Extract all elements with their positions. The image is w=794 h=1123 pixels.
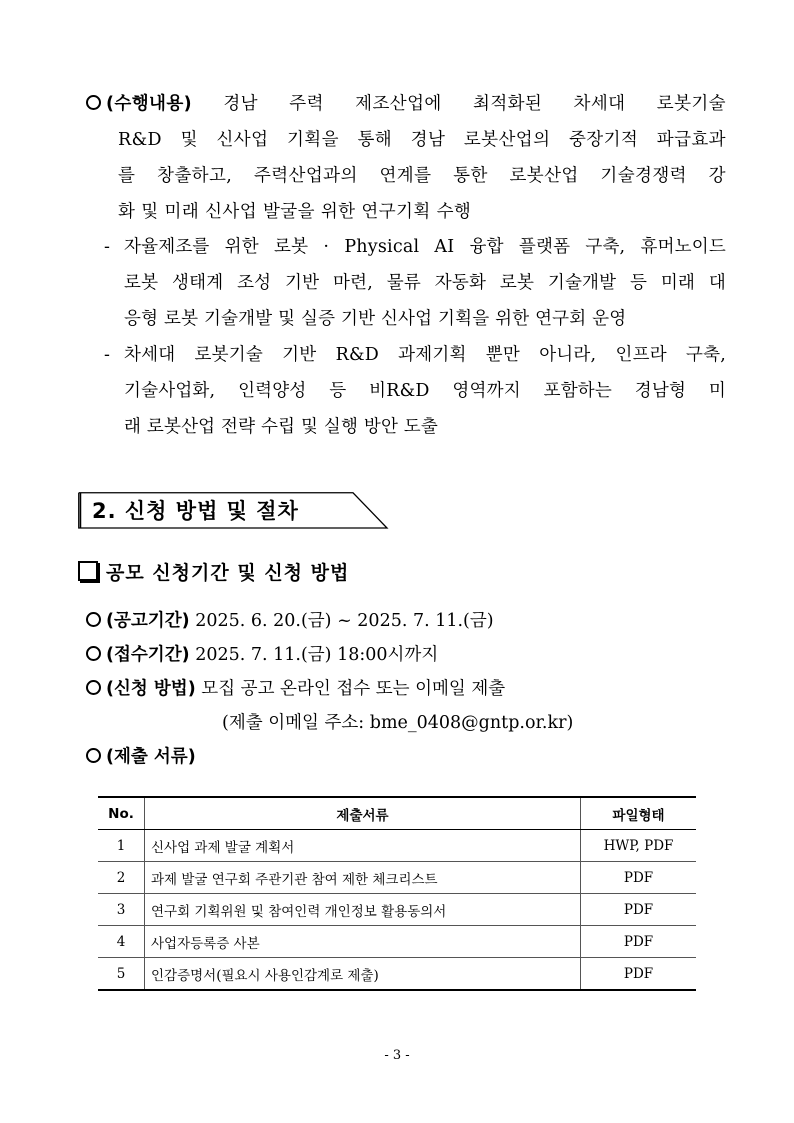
cell-file-type: PDF	[581, 958, 697, 991]
info-line-documents	[86, 740, 726, 774]
header-no: No.	[98, 797, 145, 830]
cell-no: 1	[98, 830, 145, 862]
para-line: 경남 주력 제조산업에 최적화된 차세대 로봇기술	[223, 94, 726, 114]
dash-line: 자율제조를 위한 로봇 · Physical AI 융합 플랫폼 구축, 휴머노이드	[124, 237, 726, 257]
dash-line: 기술사업화, 인력양성 등 비R&D 영역까지 포함하는 경남형 미	[124, 381, 726, 401]
circle-bullet-icon	[86, 748, 101, 763]
circle-bullet-icon	[86, 680, 101, 695]
email-note: (제출 이메일 주소: bme_0408@gntp.or.kr)	[222, 713, 574, 733]
cell-file-type: PDF	[581, 894, 697, 926]
para-line: 를 창출하고, 주력산업과의 연계를 통한 로봇산업 기술경쟁력 강	[118, 166, 726, 186]
para-line: 화 및 미래 신사업 발굴을 위한 연구기획 수행	[118, 202, 472, 222]
dash-line: 차세대 로봇기술 기반 R&D 과제기획 뿐만 아니라, 인프라 구축,	[124, 345, 726, 365]
dash-item	[104, 337, 726, 445]
dash-marker: -	[104, 237, 111, 257]
para-line: R&D 및 신사업 기획을 통해 경남 로봇산업의 중장기적 파급효과	[118, 130, 726, 150]
cell-file-type: HWP, PDF	[581, 830, 697, 862]
info-value: 2025. 6. 20.(금) ~ 2025. 7. 11.(금)	[195, 611, 494, 631]
sub-heading	[78, 558, 349, 585]
square-bullet-icon	[78, 561, 98, 581]
dash-list	[104, 229, 726, 445]
header-documents: 제출서류	[145, 797, 581, 830]
dash-item	[104, 229, 726, 337]
bullet-label: (수행내용)	[106, 94, 193, 114]
documents-table	[98, 796, 696, 991]
application-info	[86, 604, 726, 774]
dash-line: 로봇 생태계 조성 기반 마련, 물류 자동화 로봇 기술개발 등 미래 대	[124, 273, 726, 293]
cell-no: 4	[98, 926, 145, 958]
dash-line: 래 로봇산업 전략 수립 및 실행 방안 도출	[124, 417, 439, 437]
table-row	[98, 830, 696, 862]
info-line-announcement	[86, 604, 726, 638]
section-title: 2. 신청 방법 및 절차	[92, 499, 299, 523]
table-row	[98, 926, 696, 958]
info-value: 2025. 7. 11.(금) 18:00시까지	[195, 645, 439, 665]
cell-no: 2	[98, 862, 145, 894]
bullet-line-1	[86, 86, 726, 122]
info-label: (접수기간)	[106, 645, 190, 665]
circle-bullet-icon	[86, 95, 101, 110]
cell-document: 인감증명서(필요시 사용인감계로 제출)	[145, 958, 581, 991]
table-row	[98, 862, 696, 894]
info-label: (신청 방법)	[106, 679, 196, 699]
cell-document: 과제 발굴 연구회 주관기관 참여 제한 체크리스트	[145, 862, 581, 894]
header-file-type: 파일형태	[581, 797, 697, 830]
dash-line: 응형 로봇 기술개발 및 실증 기반 신사업 기획을 위한 연구회 운영	[124, 309, 627, 329]
table-row	[98, 894, 696, 926]
page-number: - 3 -	[384, 1048, 410, 1063]
info-line-method	[86, 672, 726, 706]
sub-heading-text: 공모 신청기간 및 신청 방법	[106, 562, 350, 584]
cell-document: 사업자등록증 사본	[145, 926, 581, 958]
circle-bullet-icon	[86, 646, 101, 661]
section-header	[78, 492, 388, 528]
info-value: 모집 공고 온라인 접수 또는 이메일 제출	[201, 679, 506, 699]
cell-file-type: PDF	[581, 862, 697, 894]
info-label: (공고기간)	[106, 611, 190, 631]
table-header-row	[98, 797, 696, 830]
cell-no: 5	[98, 958, 145, 991]
cell-no: 3	[98, 894, 145, 926]
cell-document: 신사업 과제 발굴 계획서	[145, 830, 581, 862]
content-bullet	[86, 86, 726, 230]
circle-bullet-icon	[86, 612, 101, 627]
info-line-reception	[86, 638, 726, 672]
cell-document: 연구회 기획위원 및 참여인력 개인정보 활용동의서	[145, 894, 581, 926]
table-row	[98, 958, 696, 991]
cell-file-type: PDF	[581, 926, 697, 958]
info-label: (제출 서류)	[106, 747, 196, 767]
dash-marker: -	[104, 345, 111, 365]
